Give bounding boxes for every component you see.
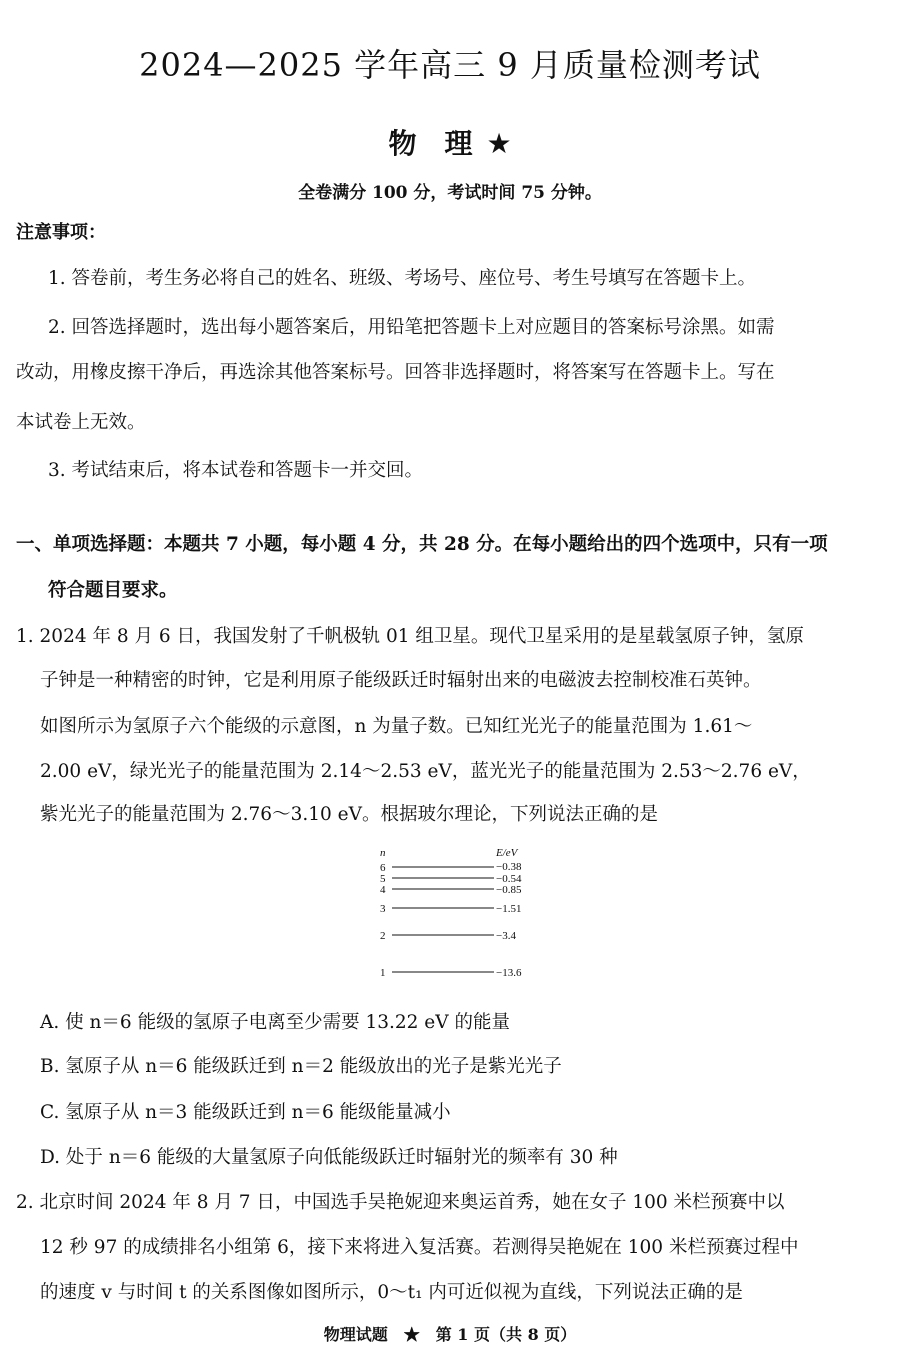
page-footer: 物理试题 ★ 第 1 页（共 8 页） [323, 1325, 577, 1344]
question-2-text: 12 秒 97 的成绩排名小组第 6，接下来将进入复活赛。若测得吴艳妮在 100 米栏预赛过程中 [40, 1237, 799, 1258]
level-1-n: 1 [380, 967, 386, 979]
level-6-energy: −0.38 [496, 861, 522, 873]
level-3-n: 3 [380, 903, 386, 915]
section-heading-cont: 符合题目要求。 [48, 580, 178, 601]
score-line: 全卷满分 100 分，考试时间 75 分钟。 [298, 183, 602, 203]
notice-item: 3. 考试结束后，将本试卷和答题卡一并交回。 [48, 460, 424, 481]
star-icon: ★ [486, 127, 512, 160]
level-6-n: 6 [380, 862, 386, 874]
option-b: B. 氢原子从 n＝6 能级跃迁到 n＝2 能级放出的光子是紫光光子 [40, 1056, 562, 1077]
option-c: C. 氢原子从 n＝3 能级跃迁到 n＝6 能级能量减小 [40, 1102, 451, 1123]
exam-title: 2024—2025 学年高三 9 月质量检测考试 [139, 46, 761, 84]
question-2-text: 的速度 v 与时间 t 的关系图像如图所示，0～t₁ 内可近似视为直线，下列说法正确的是 [40, 1282, 743, 1303]
energy-axis-label: E/eV [496, 847, 518, 859]
question-1-text: 子钟是一种精密的时钟，它是利用原子能级跃迁时辐射出来的电磁波去控制校准石英钟。 [40, 670, 762, 691]
question-1-text: 紫光光子的能量范围为 2.76～3.10 eV。根据玻尔理论，下列说法正确的是 [40, 804, 658, 825]
subject-heading [0, 122, 900, 162]
option-d: D. 处于 n＝6 能级的大量氢原子向低能级跃迁时辐射光的频率有 30 种 [40, 1147, 618, 1168]
notice-item: 改动，用橡皮擦干净后，再选涂其他答案标号。回答非选择题时，将答案写在答题卡上。写在 [16, 362, 775, 383]
question-1-text: 如图所示为氢原子六个能级的示意图，n 为量子数。已知红光光子的能量范围为 1.61～ [40, 716, 753, 737]
notice-item: 1. 答卷前，考生务必将自己的姓名、班级、考场号、座位号、考生号填写在答题卡上。 [48, 268, 757, 289]
question-2-text: 2. 北京时间 2024 年 8 月 7 日，中国选手吴艳妮迎来奥运首秀，她在女子 100 米栏预赛中以 [16, 1192, 785, 1213]
option-a: A. 使 n＝6 能级的氢原子电离至少需要 13.22 eV 的能量 [40, 1012, 510, 1033]
question-1-text: 1. 2024 年 8 月 6 日，我国发射了千帆极轨 01 组卫星。现代卫星采用的是星载氢原子钟，氢原 [16, 626, 804, 647]
level-5-energy: −0.54 [496, 873, 522, 885]
level-5-n: 5 [380, 873, 386, 885]
question-1-text: 2.00 eV，绿光光子的能量范围为 2.14～2.53 eV，蓝光光子的能量范围为 2.53～2.76 eV， [40, 761, 811, 782]
level-3-energy: −1.51 [496, 903, 522, 915]
level-4-n: 4 [380, 884, 386, 896]
section-heading: 一、单项选择题：本题共 7 小题，每小题 4 分，共 28 分。在每小题给出的四个选项中，只有一项 [16, 534, 828, 555]
subject-name: 物 理 [388, 127, 473, 160]
notice-heading: 注意事项： [16, 222, 106, 243]
notice-item: 本试卷上无效。 [16, 412, 146, 433]
level-2-n: 2 [380, 930, 386, 942]
level-1-energy: −13.6 [496, 967, 522, 979]
notice-item: 2. 回答选择题时，选出每小题答案后，用铅笔把答题卡上对应题目的答案标号涂黑。如需 [48, 317, 775, 338]
level-4-energy: −0.85 [496, 884, 522, 896]
energy-level-diagram [370, 842, 540, 984]
level-2-energy: −3.4 [496, 930, 516, 942]
n-axis-label: n [380, 847, 386, 859]
